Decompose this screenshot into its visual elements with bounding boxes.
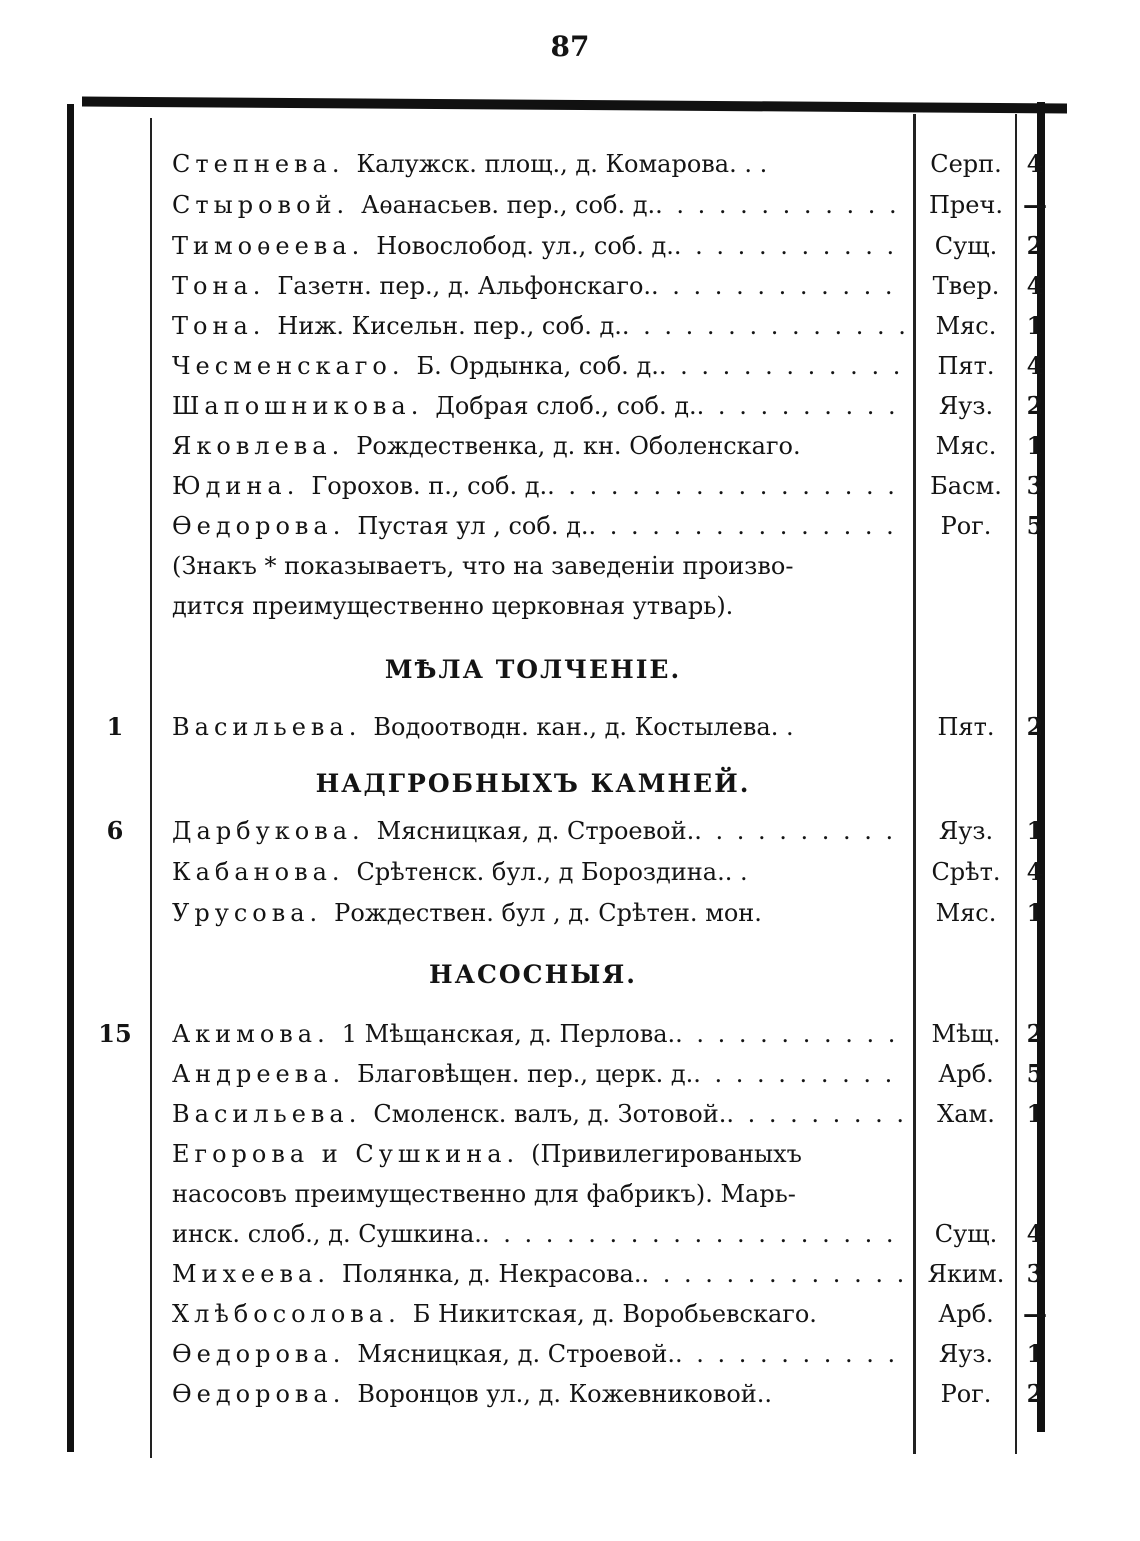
entry-address: Б Никитская, д. Воробьевскаго. (412, 1300, 817, 1328)
entry-address: Газетн. пер., д. Альфонскаго. (277, 272, 652, 300)
entry-number: 4 (1026, 149, 1044, 178)
entry-number: — (1023, 190, 1047, 219)
entry-address: инск. слоб., д. Сушкина. (172, 1220, 482, 1248)
entry-number: 2 (1026, 712, 1044, 741)
entry-name: Михеева. (172, 1260, 330, 1288)
section-count: 6 (106, 816, 124, 845)
entry-address: Горохов. п., соб. д. (311, 472, 548, 500)
entry-address: Рождественка, д. кн. Оболенскаго. (356, 432, 801, 460)
entry-district: Арб. (938, 1300, 994, 1328)
entry-district: Яким. (927, 1260, 1005, 1288)
entry-address: Рождествен. бул , д. Срѣтен. мон. (334, 899, 762, 927)
entry-name: Тона. (172, 272, 266, 300)
entry-address: Мясницкая, д. Строевой. (357, 1340, 675, 1368)
entry-number: 2 (1026, 1019, 1044, 1048)
entry-address: 1 Мѣщанская, д. Перлова. (341, 1020, 676, 1048)
entry-name: Дарбукова. (172, 817, 365, 845)
footnote-line-1: (Знакъ * показываетъ, что на заведеніи произво- (172, 552, 794, 580)
entry-number: 1 (1026, 816, 1044, 845)
footnote-line-2: дится преимущественно церковная утварь). (172, 592, 734, 620)
entry-name: Ѳедорова. (172, 1380, 346, 1408)
entry-number: 1 (1026, 1339, 1044, 1368)
entry-district: Яуз. (938, 1340, 994, 1368)
entry-number: 2 (1026, 231, 1044, 260)
number-column-rule (1015, 114, 1017, 1454)
entry-number: 1 (1026, 311, 1044, 340)
section-heading-tombstones: НАДГРОБНЫХЪ КАМНЕЙ. (315, 769, 751, 798)
entry-name: Андреева. (172, 1060, 346, 1088)
entry-number: 4 (1026, 351, 1044, 380)
entry-number: — (1023, 1299, 1047, 1328)
entry-address: Полянка, д. Некрасова. (341, 1260, 642, 1288)
entry-address: Добрая слоб., соб. д. (435, 392, 697, 420)
entry-number: 4 (1026, 1219, 1044, 1248)
table-left-rule (67, 104, 74, 1452)
entry-district: Пят. (937, 713, 995, 741)
entry-name: Яковлева. (172, 432, 345, 460)
section-count: 15 (98, 1019, 132, 1048)
entry-address: Калужск. площ., д. Комарова. . . (356, 150, 768, 178)
entry-address: Благовѣщен. пер., церк. д. (357, 1060, 694, 1088)
entry-district: Мяс. (935, 899, 997, 927)
entry-name: Степнева. (172, 150, 345, 178)
entry-address: Пустая ул , соб. д. (357, 512, 589, 540)
entry-number: 5 (1026, 511, 1044, 540)
entry-name: Хлѣбосолова. (172, 1300, 401, 1328)
entry-district: Твер. (932, 272, 1000, 300)
entry-name: Шапошникова. (172, 392, 424, 420)
entry-number: 3 (1026, 1259, 1044, 1288)
entry-address: Срѣтенск. бул., д Бороздина.. . (356, 858, 748, 886)
entry-number: 1 (1026, 1099, 1044, 1128)
entry-name: Васильева. (172, 713, 362, 741)
entry-district: Сущ. (934, 1220, 998, 1248)
entry-district: Хам. (937, 1100, 995, 1128)
entry-district: Мѣщ. (931, 1020, 1001, 1048)
entry-address: Ниж. Кисельн. пер., соб. д. (277, 312, 622, 340)
entry-district: Мяс. (935, 432, 997, 460)
entry-name: Чесменскаго. (172, 352, 405, 380)
entry-number: 5 (1026, 1059, 1044, 1088)
entry-address: Б. Ордынка, соб. д. (416, 352, 659, 380)
entry-number: 1 (1026, 431, 1044, 460)
entry-name: Васильева. (172, 1100, 362, 1128)
entry-address: Водоотводн. кан., д. Костылева. . (373, 713, 794, 741)
entry-district: Басм. (930, 472, 1002, 500)
entry-name: Кабанова. (172, 858, 345, 886)
entry-number: 3 (1026, 471, 1044, 500)
entry-name: Ѳедорова. (172, 1340, 346, 1368)
entry-name: Ѳедорова. (172, 512, 346, 540)
section-heading-pumps: НАСОСНЫЯ. (429, 960, 637, 989)
entry-district: Преч. (929, 191, 1003, 219)
entry-address: Смоленск. валъ, д. Зотовой. (373, 1100, 727, 1128)
section-count: 1 (106, 712, 124, 741)
entry-name: Тимоѳеева. (172, 232, 365, 260)
entry-number: 1 (1026, 898, 1044, 927)
entry-district: Яуз. (938, 392, 994, 420)
page-number: 87 (550, 30, 590, 63)
entry-district: Срѣт. (931, 858, 1001, 886)
entry-note: (Привилегированыхъ (531, 1140, 802, 1168)
entry-note-continued: насосовъ преимущественно для фабрикъ). Марь- (172, 1180, 796, 1208)
entry-address: Новослобод. ул., соб. д. (376, 232, 674, 260)
entry-name: Тона. (172, 312, 266, 340)
entry-district: Сущ. (934, 232, 998, 260)
entry-name: Стыровой. (172, 191, 350, 219)
entry-district: Серп. (930, 150, 1002, 178)
entry-district: Мяс. (935, 312, 997, 340)
entry-district: Рог. (940, 1380, 992, 1408)
entry-number: 2 (1026, 1379, 1044, 1408)
section-heading-chalk: МѢЛА ТОЛЧЕНІЕ. (384, 655, 682, 684)
entry-name: Урусова. (172, 899, 323, 927)
entry-name: Егорова и Сушкина. (172, 1140, 520, 1168)
entry-number: 2 (1026, 391, 1044, 420)
entry-number: 4 (1026, 271, 1044, 300)
entry-address: Воронцов ул., д. Кожевниковой.. (357, 1380, 773, 1408)
table-top-rule (82, 97, 1067, 114)
entry-name: Юдина. (172, 472, 300, 500)
entry-name: Акимова. (172, 1020, 330, 1048)
entry-address: Аѳанасьев. пер., соб. д. (361, 191, 656, 219)
entry-number: 4 (1026, 857, 1044, 886)
entry-district: Пят. (937, 352, 995, 380)
entry-district: Арб. (938, 1060, 994, 1088)
entry-district: Яуз. (938, 817, 994, 845)
entry-district: Рог. (940, 512, 992, 540)
entry-address: Мясницкая, д. Строевой. (376, 817, 695, 845)
